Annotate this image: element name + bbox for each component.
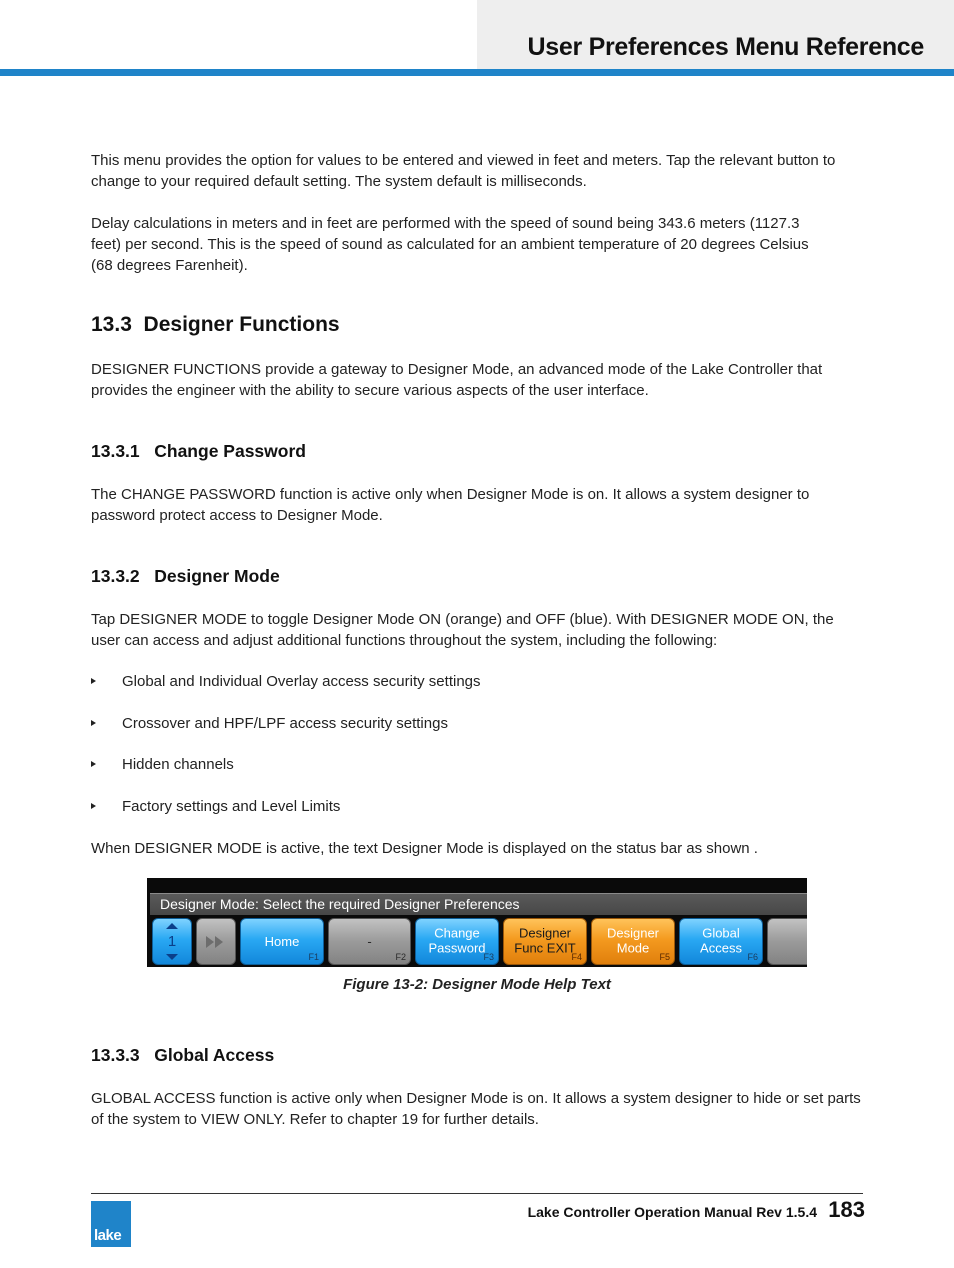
page-header-title: User Preferences Menu Reference: [527, 33, 924, 61]
bullet-arrow-icon: [91, 720, 96, 726]
subsection-number: 13.3.3: [91, 1045, 140, 1065]
designer-mode-paragraph: Tap DESIGNER MODE to toggle Designer Mode ON (orange) and OFF (blue). With DESIGNER MODE ON, the user can access and adjust additional functions throughout the system, including the following:: [91, 611, 834, 649]
status-bar-text: Designer Mode: Select the required Designer Preferences: [160, 896, 520, 912]
list-item-text: Hidden channels: [122, 756, 234, 773]
footer-manual-title: Lake Controller Operation Manual Rev 1.5.4: [527, 1204, 817, 1220]
subsection-heading-change-password: [91, 441, 306, 462]
page-selector-button[interactable]: [152, 918, 192, 965]
change-password-paragraph: The CHANGE PASSWORD function is active only when Designer Mode is on. It allows a system designer to password protect access to Designer Mode.: [91, 486, 810, 524]
fast-forward-icon: [215, 936, 223, 948]
figure-caption: Figure 13-2: Designer Mode Help Text: [343, 976, 611, 993]
change-password-button-label: Change Password: [428, 925, 486, 955]
function-key-label: F6: [747, 952, 758, 962]
intro-paragraph-1: This menu provides the option for values to be entered and viewed in feet and meters. Tap the relevant button to change to your required default setting. The system default is milliseconds.: [91, 152, 836, 190]
status-bar: [150, 893, 807, 915]
arrow-up-icon: [166, 923, 178, 929]
arrow-down-icon: [166, 954, 178, 960]
footer-rule: [91, 1193, 863, 1194]
header-panel: [477, 0, 954, 70]
function-key-label: F5: [659, 952, 670, 962]
lake-logo-text: lake: [94, 1227, 122, 1244]
home-button[interactable]: [240, 918, 324, 965]
subsection-heading-global-access: [91, 1045, 274, 1066]
section-number: 13.3: [91, 313, 132, 336]
bullet-arrow-icon: [91, 761, 96, 767]
global-access-button[interactable]: [679, 918, 763, 965]
function-key-label: F1: [308, 952, 319, 962]
bullet-arrow-icon: [91, 678, 96, 684]
function-key-label: F4: [571, 952, 582, 962]
global-access-paragraph: GLOBAL ACCESS function is active only when Designer Mode is on. It allows a system designer to hide or set parts of the system to VIEW ONLY. Refer to chapter 19 for further details.: [91, 1090, 861, 1128]
lake-logo: [91, 1201, 131, 1247]
section-heading: [91, 313, 340, 337]
function-key-label: F2: [395, 952, 406, 962]
page-number-label: 1: [167, 932, 177, 950]
designer-func-exit-label: Designer Func EXIT: [514, 925, 576, 955]
designer-mode-button[interactable]: [591, 918, 675, 965]
subsection-title: Designer Mode: [154, 566, 280, 586]
intro-paragraph-2: Delay calculations in meters and in feet are performed with the speed of sound being 343.6 meters (1127.3 feet) per second. This is the speed of sound as calculated for an ambient temperature of 20 degrees Celsius (68 degrees Farenheit).: [91, 215, 809, 274]
list-item-text: Global and Individual Overlay access security settings: [122, 673, 481, 690]
designer-func-exit-button[interactable]: [503, 918, 587, 965]
global-access-button-label: Global Access: [700, 925, 742, 955]
next-button-partial[interactable]: [767, 918, 807, 965]
subsection-number: 13.3.2: [91, 566, 140, 586]
function-key-label: F3: [483, 952, 494, 962]
fast-forward-button[interactable]: [196, 918, 236, 965]
fast-forward-icon: [206, 936, 214, 948]
home-button-label: Home: [264, 933, 300, 949]
section-title: Designer Functions: [143, 313, 340, 336]
section-paragraph: DESIGNER FUNCTIONS provide a gateway to Designer Mode, an advanced mode of the Lake Controller that provides the engineer with the ability to secure various aspects of the user interface.: [91, 361, 823, 399]
change-password-button[interactable]: [415, 918, 499, 965]
bullet-arrow-icon: [91, 803, 96, 809]
designer-mode-status-paragraph: When DESIGNER MODE is active, the text Designer Mode is displayed on the status bar as shown .: [91, 840, 758, 857]
designer-mode-button-label: Designer Mode: [606, 925, 660, 955]
subsection-heading-designer-mode: [91, 566, 280, 587]
empty-button-label: -: [367, 933, 372, 949]
subsection-title: Global Access: [154, 1045, 275, 1065]
list-item-text: Factory settings and Level Limits: [122, 798, 341, 815]
page-number: 183: [828, 1197, 865, 1222]
list-item-text: Crossover and HPF/LPF access security settings: [122, 715, 448, 732]
empty-f2-button[interactable]: [328, 918, 411, 965]
header-rule: [0, 69, 954, 76]
subsection-title: Change Password: [154, 441, 306, 461]
subsection-number: 13.3.1: [91, 441, 140, 461]
designer-mode-figure: [147, 878, 807, 967]
